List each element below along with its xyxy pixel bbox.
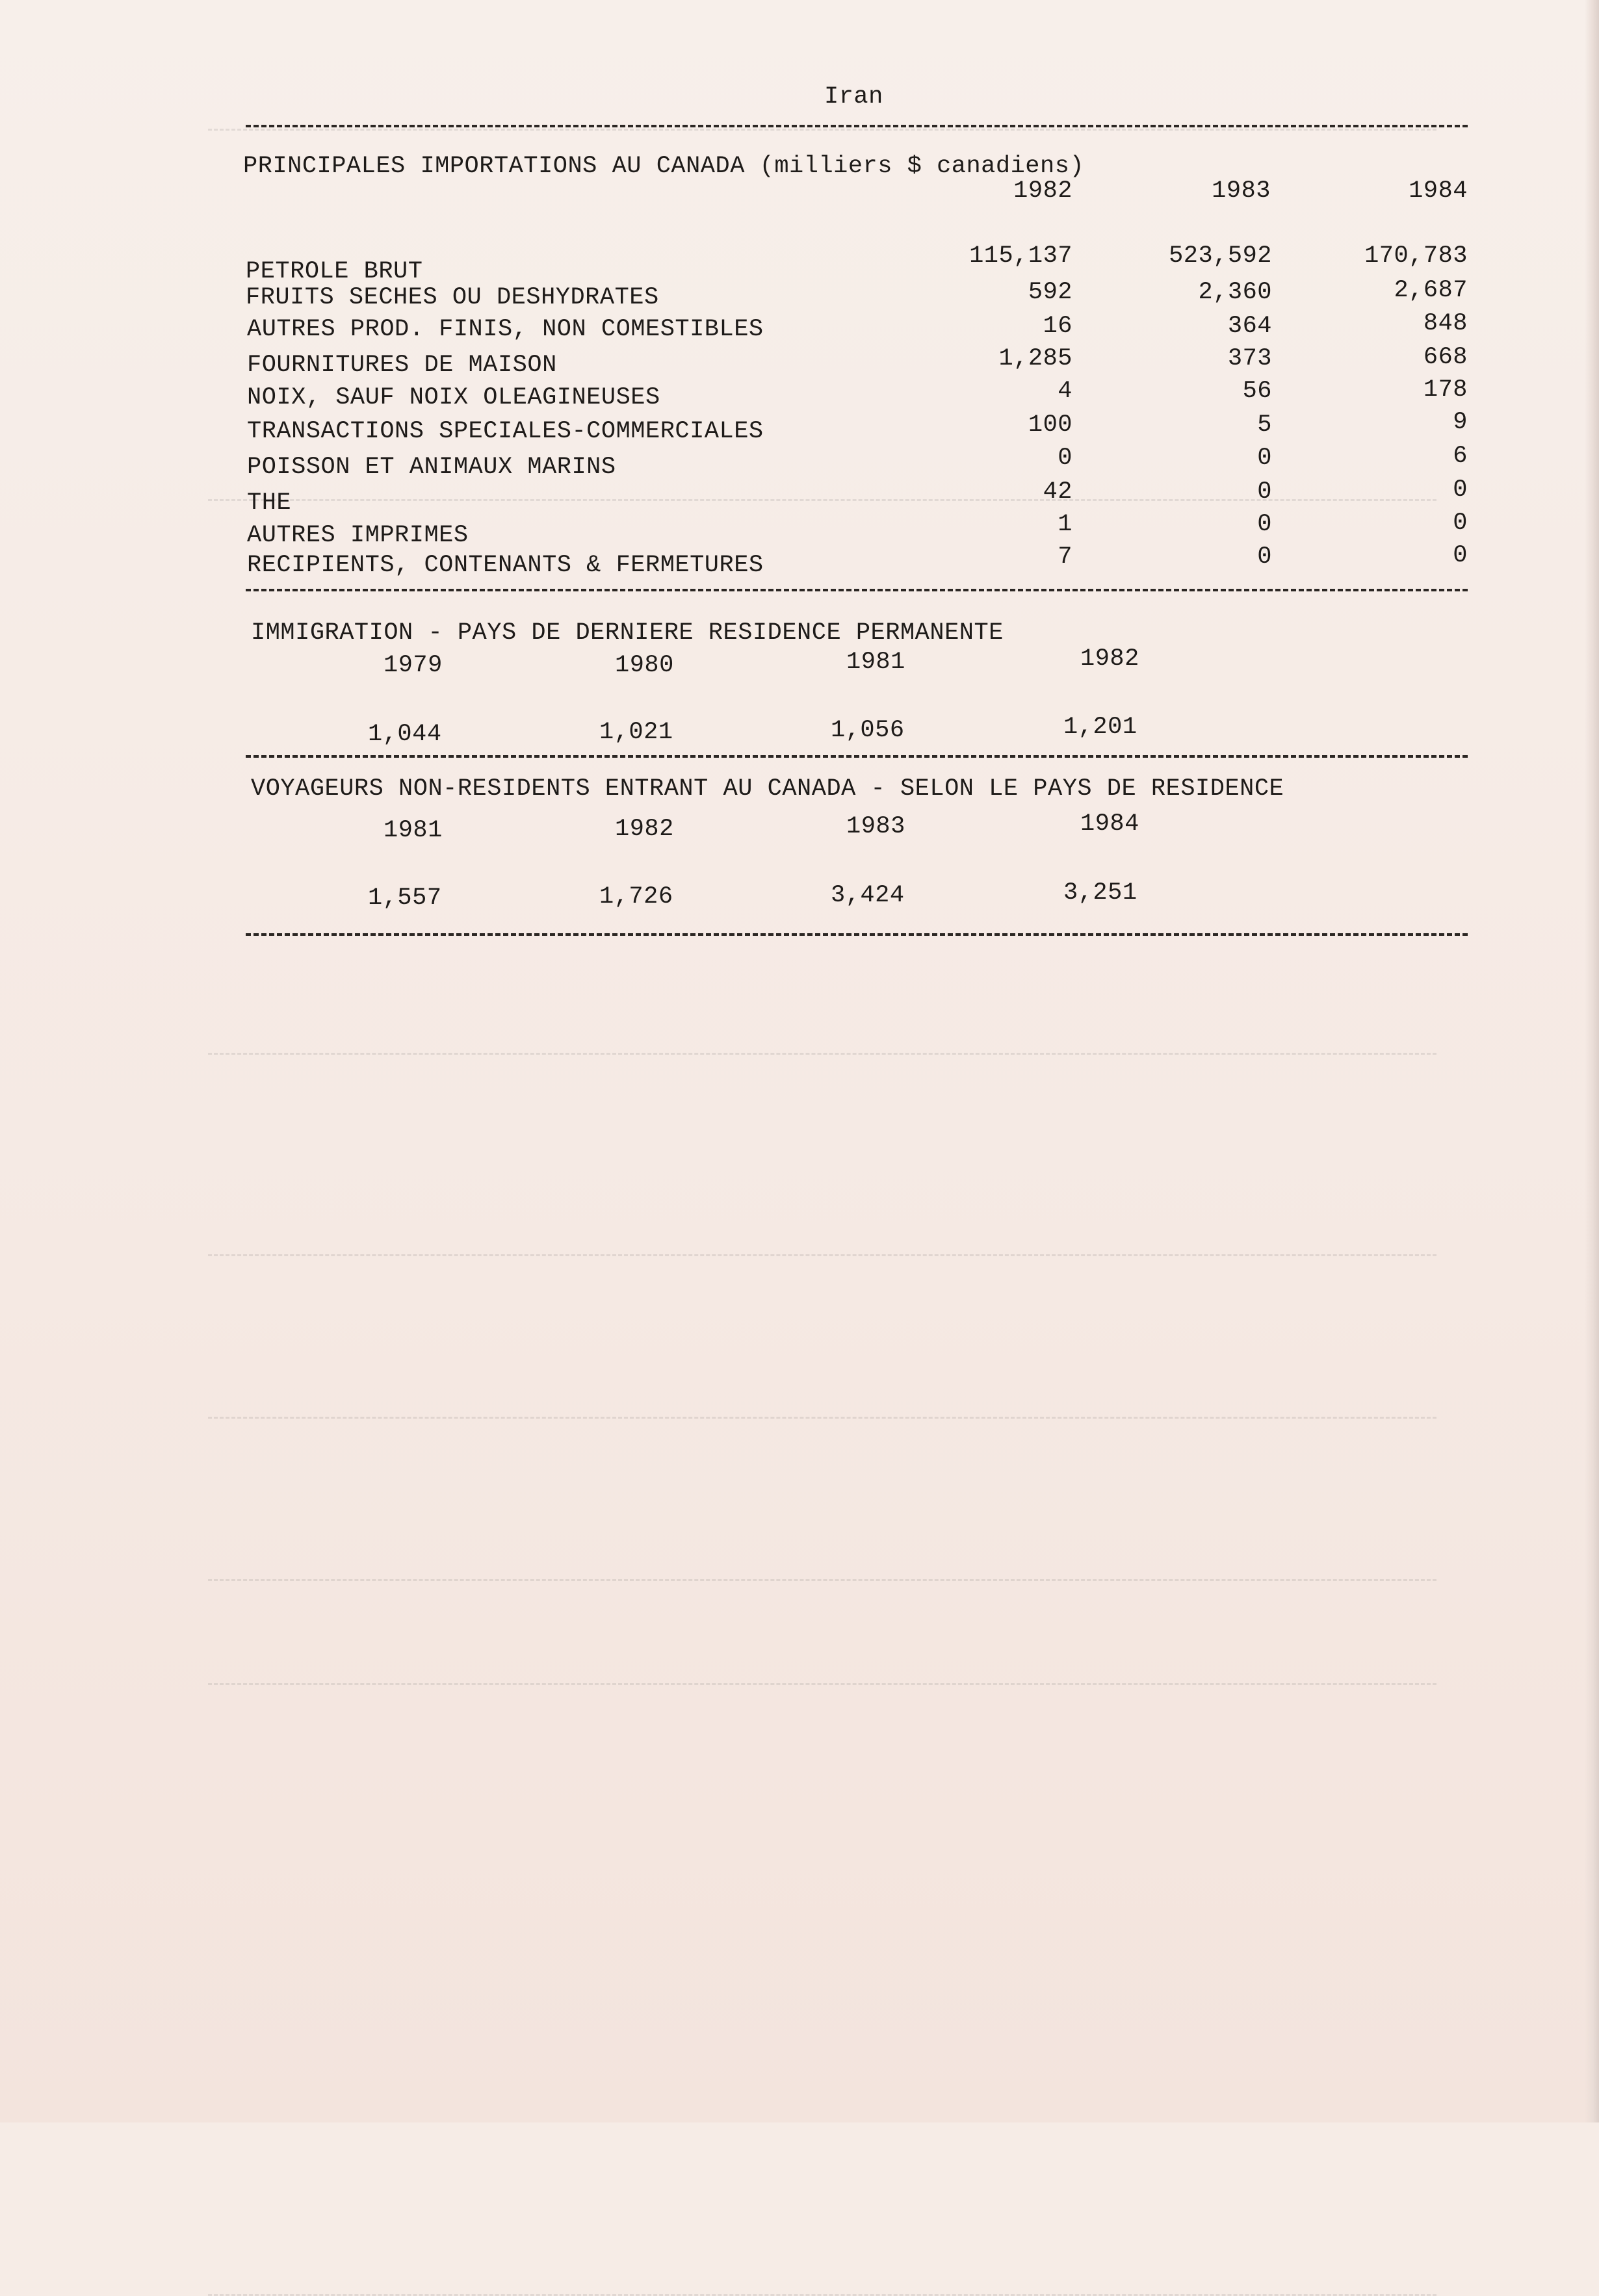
imports-cell-1984: 6 xyxy=(1453,443,1468,470)
imports-year-header: 1984 xyxy=(1409,177,1468,205)
imports-cell-1983: 373 xyxy=(1227,345,1272,372)
imports-row-label: POISSON ET ANIMAUX MARINS xyxy=(247,454,616,481)
imports-cell-1983: 0 xyxy=(1257,511,1272,538)
imports-row-label: FOURNITURES DE MAISON xyxy=(247,352,557,379)
imports-cell-1982: 115,137 xyxy=(969,242,1072,270)
section-divider xyxy=(246,125,1468,127)
immigration-year-header: 1980 xyxy=(615,652,674,679)
imports-year-header: 1983 xyxy=(1212,177,1271,205)
imports-cell-1984: 0 xyxy=(1453,476,1468,504)
imports-cell-1982: 592 xyxy=(1028,279,1072,306)
imports-cell-1982: 0 xyxy=(1058,445,1072,472)
immigration-year-header: 1982 xyxy=(1080,645,1139,673)
immigration-heading: IMMIGRATION - PAYS DE DERNIERE RESIDENCE PERMANENTE xyxy=(251,619,1004,647)
imports-cell-1984: 2,687 xyxy=(1394,277,1468,304)
imports-cell-1984: 9 xyxy=(1453,409,1468,436)
travellers-heading: VOYAGEURS NON-RESIDENTS ENTRANT AU CANADA - SELON LE PAYS DE RESIDENCE xyxy=(251,775,1284,803)
immigration-value: 1,044 xyxy=(368,721,442,748)
page-edge-shadow xyxy=(1585,0,1599,2122)
travellers-year-header: 1981 xyxy=(384,817,443,844)
section-divider xyxy=(246,589,1468,591)
imports-row-label: TRANSACTIONS SPECIALES-COMMERCIALES xyxy=(247,418,764,445)
imports-cell-1982: 4 xyxy=(1058,378,1072,405)
imports-cell-1984: 0 xyxy=(1453,510,1468,537)
immigration-year-header: 1979 xyxy=(384,652,443,679)
bleed-through-rule xyxy=(208,1683,1436,1685)
bleed-through-rule xyxy=(208,1053,1436,1055)
imports-row-label: AUTRES IMPRIMES xyxy=(247,522,469,549)
page-title: Iran xyxy=(824,83,883,110)
imports-row-label: RECIPIENTS, CONTENANTS & FERMETURES xyxy=(247,552,764,579)
imports-cell-1983: 5 xyxy=(1257,411,1272,439)
imports-cell-1982: 7 xyxy=(1058,543,1072,571)
section-divider xyxy=(246,755,1468,758)
travellers-value: 1,726 xyxy=(599,883,673,910)
immigration-value: 1,201 xyxy=(1063,714,1138,741)
imports-cell-1984: 0 xyxy=(1453,542,1468,569)
imports-cell-1982: 16 xyxy=(1043,313,1072,340)
imports-row-label: PETROLE BRUT xyxy=(246,258,423,285)
imports-cell-1983: 2,360 xyxy=(1198,279,1272,306)
travellers-year-header: 1984 xyxy=(1080,810,1139,838)
imports-cell-1982: 42 xyxy=(1043,478,1072,506)
travellers-value: 3,251 xyxy=(1063,879,1138,907)
immigration-value: 1,056 xyxy=(831,717,905,744)
travellers-value: 1,557 xyxy=(368,884,442,912)
imports-cell-1983: 523,592 xyxy=(1169,242,1272,270)
imports-cell-1982: 100 xyxy=(1028,411,1072,439)
imports-cell-1984: 178 xyxy=(1423,376,1468,404)
imports-row-label: THE xyxy=(247,489,292,517)
imports-year-header: 1982 xyxy=(1013,177,1072,205)
imports-cell-1982: 1 xyxy=(1058,511,1072,538)
immigration-year-header: 1981 xyxy=(846,649,905,676)
travellers-value: 3,424 xyxy=(831,882,905,909)
imports-cell-1983: 364 xyxy=(1227,313,1272,340)
travellers-year-header: 1982 xyxy=(615,816,674,843)
immigration-value: 1,021 xyxy=(599,719,673,746)
imports-cell-1983: 0 xyxy=(1257,445,1272,472)
imports-heading: PRINCIPALES IMPORTATIONS AU CANADA (milliers $ canadiens) xyxy=(243,153,1085,180)
imports-row-label: FRUITS SECHES OU DESHYDRATES xyxy=(246,284,659,311)
imports-row-label: NOIX, SAUF NOIX OLEAGINEUSES xyxy=(247,384,660,411)
section-divider xyxy=(246,933,1468,936)
imports-cell-1984: 170,783 xyxy=(1364,242,1468,270)
bleed-through-rule xyxy=(208,1254,1436,1256)
travellers-year-header: 1983 xyxy=(846,813,905,840)
imports-cell-1982: 1,285 xyxy=(998,345,1072,372)
imports-cell-1983: 0 xyxy=(1257,543,1272,571)
imports-cell-1983: 0 xyxy=(1257,478,1272,506)
imports-cell-1984: 848 xyxy=(1423,310,1468,337)
imports-row-label: AUTRES PROD. FINIS, NON COMESTIBLES xyxy=(247,316,764,343)
imports-cell-1983: 56 xyxy=(1242,378,1272,405)
bleed-through-rule xyxy=(208,1579,1436,1581)
bleed-through-rule xyxy=(208,129,1436,131)
bleed-through-rule xyxy=(208,1417,1436,1419)
imports-cell-1984: 668 xyxy=(1423,344,1468,371)
